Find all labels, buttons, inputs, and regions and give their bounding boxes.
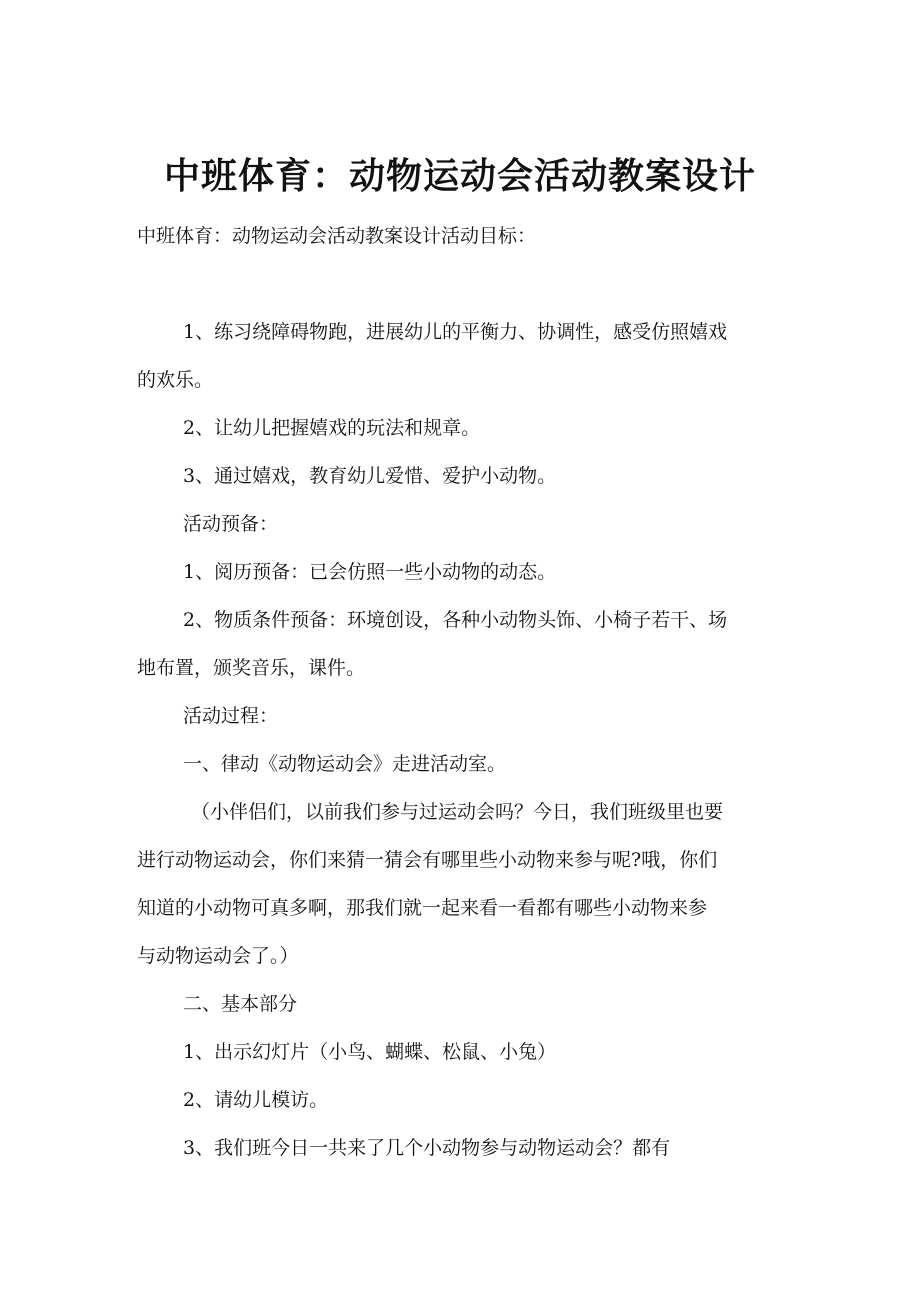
process-heading: 活动过程：	[183, 705, 279, 727]
intro-line: 中班体育：动物运动会活动教案设计活动目标：	[137, 225, 537, 247]
paren-text-line-3: 知道的小动物可真多啊，那我们就一起来看一看都有哪些小动物来参	[137, 897, 708, 919]
document-title: 中班体育：动物运动会活动教案设计	[163, 155, 756, 198]
goal-1-line-1: 1、练习绕障碍物跑，进展幼儿的平衡力、协调性，感受仿照嬉戏	[183, 321, 728, 343]
goal-3-line: 3、通过嬉戏，教育幼儿爱惜、爱护小动物。	[183, 465, 557, 487]
basic-step-3-line: 3、我们班今日一共来了几个小动物参与动物运动会？都有	[183, 1137, 671, 1159]
preparation-1-line: 1、阅历预备：已会仿照一些小动物的动态。	[183, 561, 557, 583]
paren-text-line-2: 进行动物运动会，你们来猜一猜会有哪里些小动物来参与呢?哦，你们	[137, 849, 718, 871]
paren-text-line-4: 与动物运动会了。）	[137, 945, 299, 967]
goal-2-line: 2、让幼儿把握嬉戏的玩法和规章。	[183, 417, 481, 439]
document-body	[137, 212, 797, 1172]
basic-part-heading: 二、基本部分	[183, 993, 298, 1015]
goal-1-line-2: 的欢乐。	[137, 369, 214, 391]
preparation-heading: 活动预备：	[183, 513, 279, 535]
paren-text-line-1: （小伴侣们，以前我们参与过运动会吗？今日，我们班级里也要	[191, 801, 724, 823]
process-step-1-line: 一、律动《动物运动会》走进活动室。	[183, 753, 507, 775]
basic-step-2-line: 2、请幼儿模访。	[183, 1089, 329, 1111]
preparation-2-line-1: 2、物质条件预备：环境创设，各种小动物头饰、小椅子若干、场	[183, 609, 728, 631]
basic-step-1-line: 1、出示幻灯片（小鸟、蝴蝶、松鼠、小兔）	[183, 1041, 557, 1063]
preparation-2-line-2: 地布置，颁奖音乐，课件。	[137, 657, 366, 679]
